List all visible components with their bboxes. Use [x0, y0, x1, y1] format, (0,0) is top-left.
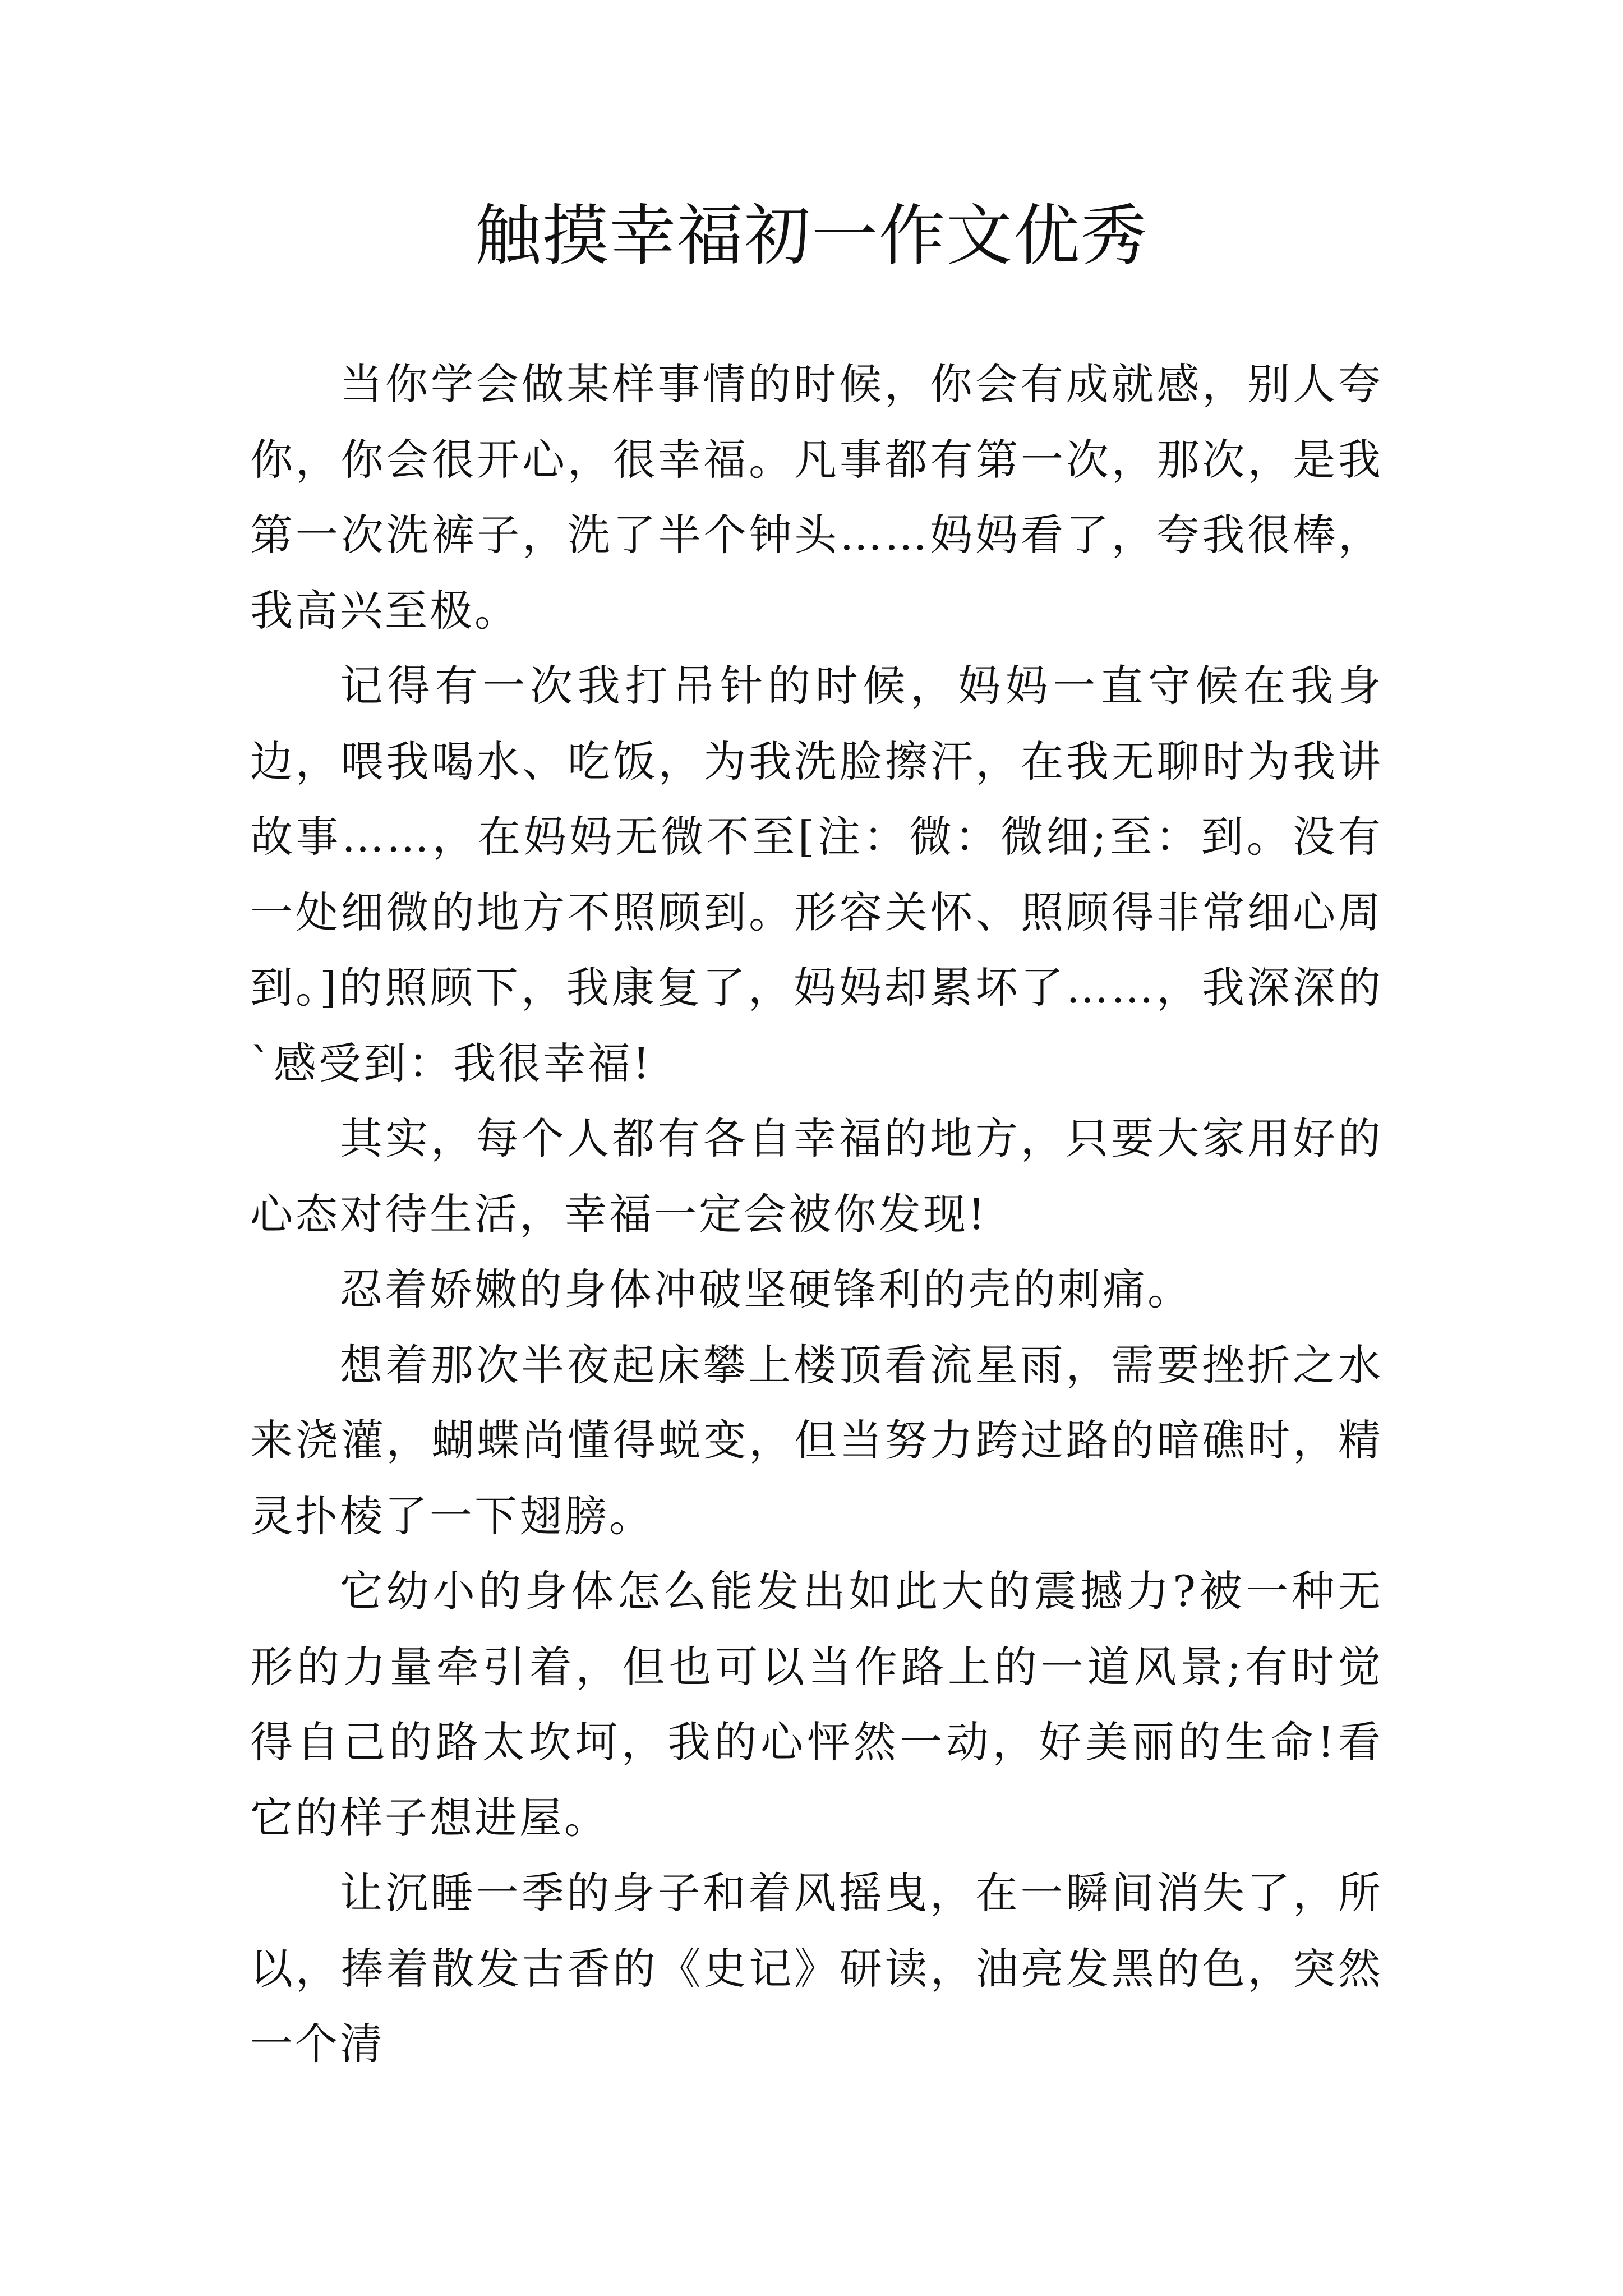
paragraph: 想着那次半夜起床攀上楼顶看流星雨，需要挫折之水来浇灌，蝴蝶尚懂得蜕变，但当努力跨过路的暗礁时，精灵扑棱了一下翅膀。	[250, 1340, 1383, 1541]
document-body	[250, 347, 1383, 2082]
paragraph: 其实，每个人都有各自幸福的地方，只要大家用好的心态对待生活，幸福一定会被你发现!	[250, 1114, 1383, 1239]
paragraph: 当你学会做某样事情的时候，你会有成就感，别人夸你，你会很开心，很幸福。凡事都有第一次，那次，是我第一次洗裤子，洗了半个钟头……妈妈看了，夸我很棒，我高兴至极。	[250, 359, 1383, 636]
paragraph: 忍着娇嫩的身体冲破坚硬锋利的壳的刺痛。	[340, 1264, 1192, 1314]
paragraph: 它幼小的身体怎么能发出如此大的震撼力?被一种无形的力量牵引着，但也可以当作路上的一道风景;有时觉得自己的路太坎坷，我的心怦然一动，好美丽的生命!看它的样子想进屋。	[250, 1566, 1383, 1843]
paragraph: 记得有一次我打吊针的时候，妈妈一直守候在我身边，喂我喝水、吃饭，为我洗脸擦汗，在我无聊时为我讲故事……，在妈妈无微不至[注：微：微细;至：到。没有一处细微的地方不照顾到。形容关怀、照顾得非常细心周到。]的照顾下，我康复了，妈妈却累坏了……，我深深的`感受到：我很幸福!	[250, 661, 1383, 1088]
document-title: 触摸幸福初一作文优秀	[474, 197, 1148, 274]
paragraph: 让沉睡一季的身子和着风摇曳，在一瞬间消失了，所以，捧着散发古香的《史记》研读，油亮发黑的色，突然一个清	[250, 1868, 1383, 2069]
